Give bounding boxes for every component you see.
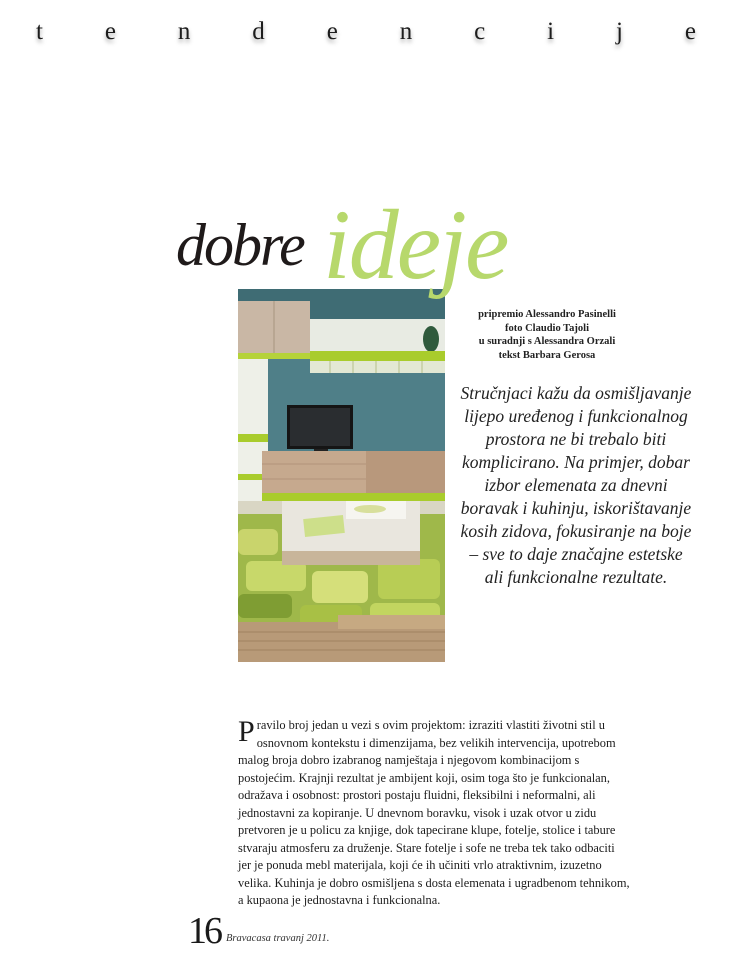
- title-ideje: ideje: [323, 189, 508, 300]
- publication-info: Bravacasa travanj 2011.: [226, 933, 330, 944]
- section-letter: t: [36, 18, 43, 45]
- article-body: [238, 717, 630, 910]
- pull-quote: Stručnjaci kažu da osmišljavanje lijepo uređenog i funkcionalnog prostora ne bi trebalo biti komplicirano. Na primjer, dobar izbor elemenata za dnevni boravak i kuhinju, iskorištavanje kosih zidova, fokusiranje na boje – sve to daje značajne estetske ali funkcionalne rezultate.: [460, 383, 692, 587]
- section-letter: c: [474, 18, 486, 45]
- section-letter: d: [252, 18, 265, 45]
- credits: [452, 308, 642, 362]
- credit-line: foto Claudio Tajoli: [504, 322, 590, 334]
- living-room-illustration: [238, 289, 445, 662]
- page-number: 16: [188, 910, 220, 952]
- living-room-photo: [238, 289, 445, 662]
- credit-line: u suradnji s Alessandra Orzali: [478, 336, 616, 347]
- title-dobre: dobre: [176, 212, 304, 278]
- drop-cap: P: [238, 715, 255, 748]
- section-letter: j: [615, 18, 623, 45]
- section-letter: e: [326, 18, 338, 45]
- article-text: ravilo broj jedan u vezi s ovim projektom: izraziti vlastiti životni stil u osnovnom kontekstu i dimenzijama, bez velikih intervencija, upotrebom malog broja dobro izabranog namještaja i njegovom kombinacijom s postojećim. Krajnji rezultat je ambijent koji, osim toga što je funkcionalan, odražava i osobnost: prostori postaju fluidni, fleksibilni i neformalni, ali jednostavni za kopiranje. U dnevnom boravku, visok i uzak otvor u zidu pretvoren je u policu za knjige, dok tapecirane klupe, fotelje, stolice i tabure stvaraju atmosferu za druženje. Stare fotelje i sofe ne treba tek tako odbaciti jer je ponuda mebl materijala, koji će ih učiniti vrlo atraktivnim, izuzetno velika. Kuhinja je dobro osmišljena s dosta elemenata i ugradbenom tehnikom, a kupaona je jednostavna i funkcionalna.: [238, 718, 630, 907]
- section-label: [36, 18, 696, 46]
- credit-line: tekst Barbara Gerosa: [498, 349, 596, 361]
- section-letter: e: [104, 18, 116, 45]
- section-letter: n: [177, 18, 191, 45]
- page-footer: [188, 912, 329, 950]
- section-letter: i: [547, 18, 555, 45]
- section-letter: e: [684, 18, 696, 45]
- credit-line: pripremio Alessandro Pasinelli: [478, 309, 616, 320]
- section-letter: n: [399, 18, 413, 45]
